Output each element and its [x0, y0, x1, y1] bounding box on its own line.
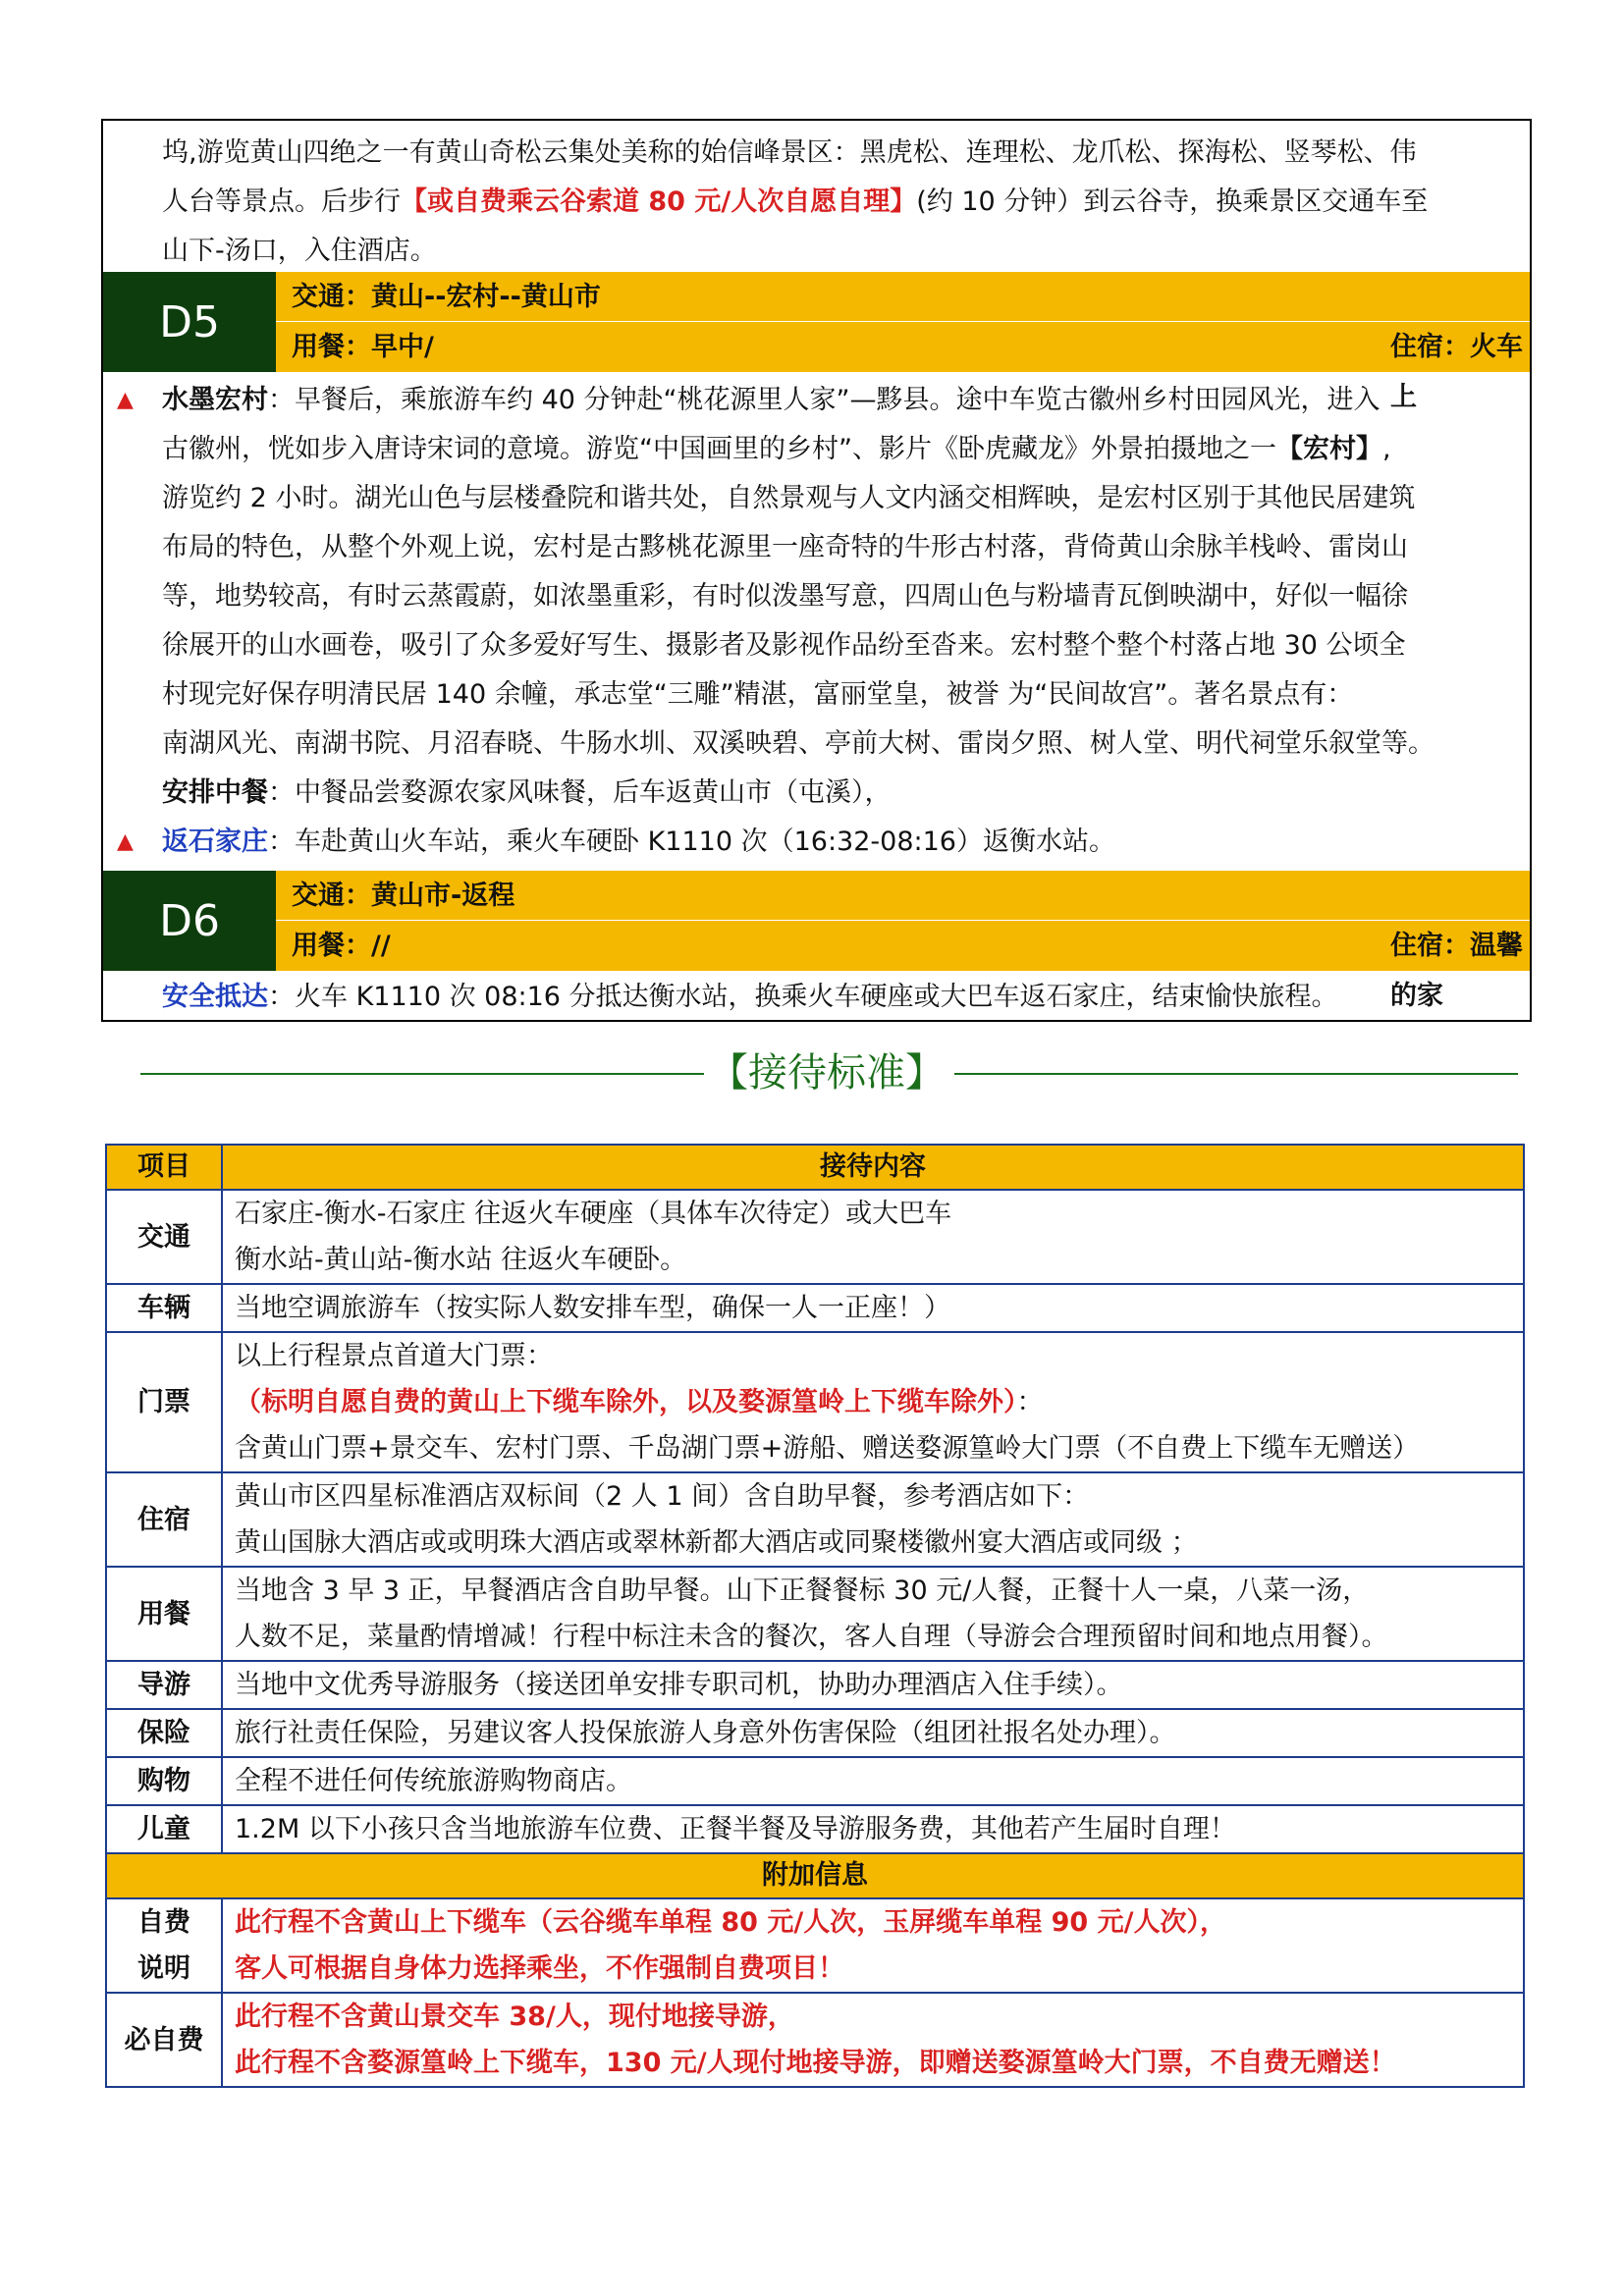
row-line: 当地含 3 早 3 正，早餐酒店含自助早餐。山下正餐餐标 30 元/人餐，正餐十人一桌，八菜一汤， — [235, 1575, 1370, 1606]
d5-line-2-text: 古徽州，恍如步入唐诗宋词的意境。游览“中国画里的乡村”、影片《卧虎藏龙》外景拍摄地之一 — [162, 434, 1276, 464]
row-key: 住宿 — [106, 1472, 222, 1567]
table-row — [106, 1661, 1524, 1709]
row-line — [235, 1379, 1511, 1425]
d5-line-4: 布局的特色，从整个外观上说，宏村是古黟桃花源里一座奇特的牛形古村落，背倚黄山余脉羊栈岭、雷岗山 — [162, 532, 1408, 562]
day-6-transport: 交通：黄山市-返程 — [276, 871, 1530, 921]
row-value — [222, 1898, 1524, 1993]
itinerary-box — [101, 119, 1532, 1022]
extra-info-header-row — [106, 1853, 1524, 1898]
day-6-meals: 用餐：// — [292, 931, 391, 961]
day-6-stay: 住宿：温馨的家 — [1390, 931, 1523, 1011]
lunch-title: 安排中餐 — [162, 777, 268, 808]
triangle-marker-icon: ▲ — [117, 388, 134, 412]
row-value — [222, 1993, 1524, 2087]
arrival-text: ：火车 K1110 次 08:16 分抵达衡水站，换乘火车硬座或大巴车返石家庄，结束愉快旅程。 — [268, 982, 1338, 1012]
d5-section-title: 水墨宏村 — [162, 385, 268, 415]
ticket-exclusion-note: （标明自愿自费的黄山上下缆车除外，以及婺源篁岭上下缆车除外） — [235, 1387, 1017, 1417]
row-value: 当地中文优秀导游服务（接送团单安排专职司机，协助办理酒店入住手续）。 — [222, 1661, 1524, 1709]
table-row — [106, 1805, 1524, 1853]
header-content: 接待内容 — [222, 1145, 1524, 1190]
d5-lunch — [162, 769, 892, 818]
row-key: 必自费 — [106, 1993, 222, 2087]
table-row — [106, 1757, 1524, 1805]
reception-standards-table — [105, 1144, 1525, 2088]
row-key: 导游 — [106, 1661, 222, 1709]
table-header-row — [106, 1145, 1524, 1190]
row-key: 购物 — [106, 1757, 222, 1805]
d5-line-6: 徐展开的山水画卷，吸引了众多爱好写生、摄影者及影视作品纷至沓来。宏村整个整个村落占地 30 公顷全 — [162, 630, 1406, 661]
d5-return — [162, 818, 1115, 867]
row-key: 保险 — [106, 1709, 222, 1757]
row-line: 人数不足，菜量酌情增减！行程中标注未含的餐次，客人自理（导游会合理预留时间和地点用餐）。 — [235, 1622, 1388, 1652]
cable-car-note: 【或自费乘云谷索道 80 元/人次自愿自理】 — [401, 187, 917, 217]
row-line: 石家庄-衡水-石家庄 往返火车硬座（具体车次待定）或大巴车 — [235, 1199, 952, 1229]
intro-line-3: 山下-汤口，入住酒店。 — [162, 236, 437, 266]
extra-info-header: 附加信息 — [106, 1853, 1524, 1898]
row-key — [106, 1898, 222, 1993]
row-key-line: 自费 — [137, 1907, 190, 1938]
row-value: 1.2M 以下小孩只含当地旅游车位费、正餐半餐及导游服务费，其他若产生届时自理！ — [222, 1805, 1524, 1853]
d5-line-1 — [162, 376, 1380, 425]
table-row — [106, 1567, 1524, 1661]
table-row — [106, 1332, 1524, 1472]
row-value — [222, 1190, 1524, 1284]
row-key: 车辆 — [106, 1284, 222, 1332]
header-item: 项目 — [106, 1145, 222, 1190]
row-value: 旅行社责任保险，另建议客人投保旅游人身意外伤害保险（组团社报名处办理）。 — [222, 1709, 1524, 1757]
intro-line-2 — [162, 178, 1428, 227]
row-value — [222, 1332, 1524, 1472]
row-line: 此行程不含黄山上下缆车（云谷缆车单程 80 元/人次，玉屏缆车单程 90 元/人次）， — [235, 1907, 1226, 1938]
lunch-text: ：中餐品尝婺源农家风味餐，后车返黄山市（屯溪）， — [268, 777, 892, 808]
row-key: 用餐 — [106, 1567, 222, 1661]
return-title: 返石家庄 — [162, 827, 268, 857]
hongcun-highlight: 【宏村】 — [1275, 434, 1382, 464]
table-row — [106, 1472, 1524, 1567]
day-5-label: D5 — [103, 272, 276, 372]
intro-line-1: 坞,游览黄山四绝之一有黄山奇松云集处美称的始信峰景区：黑虎松、连理松、龙爪松、探海松、竖琴松、伟 — [162, 137, 1417, 168]
table-row — [106, 1284, 1524, 1332]
day-5-transport: 交通：黄山--宏村--黄山市 — [276, 272, 1530, 322]
row-value — [222, 1472, 1524, 1567]
row-line: 此行程不含婺源篁岭上下缆车，130 元/人现付地接导游，即赠送婺源篁岭大门票，不自费无赠送！ — [235, 2048, 1396, 2078]
row-key: 交通 — [106, 1190, 222, 1284]
row-line: 衡水站-黄山站-衡水站 往返火车硬卧。 — [235, 1245, 687, 1275]
row-key: 儿童 — [106, 1805, 222, 1853]
d5-line-1-text: ：早餐后，乘旅游车约 40 分钟赴“桃花源里人家”—黟县。途中车览古徽州乡村田园风光，进入 — [268, 385, 1380, 415]
return-text: ：车赴黄山火车站，乘火车硬卧 K1110 次（16:32-08:16）返衡水站。 — [268, 827, 1115, 857]
row-line-end: ： — [1016, 1387, 1044, 1417]
row-value — [222, 1567, 1524, 1661]
row-key: 门票 — [106, 1332, 222, 1472]
d6-arrival — [162, 973, 1338, 1022]
row-value: 当地空调旅游车（按实际人数安排车型，确保一人一正座！） — [222, 1284, 1524, 1332]
d5-line-8: 南湖风光、南湖书院、月沼春晓、牛肠水圳、双溪映碧、亭前大树、雷岗夕照、树人堂、明代祠堂乐叙堂等。 — [162, 728, 1435, 759]
d5-line-2-end: , — [1381, 434, 1391, 464]
row-line: 黄山市区四星标准酒店双标间（2 人 1 间）含自助早餐，参考酒店如下： — [235, 1481, 1090, 1512]
row-line: 以上行程景点首道大门票： — [235, 1341, 553, 1371]
day-5-meals: 用餐：早中/ — [292, 332, 434, 362]
d5-line-3: 游览约 2 小时。湖光山色与层楼叠院和谐共处，自然景观与人文内涵交相辉映，是宏村区别于其他民居建筑 — [162, 483, 1416, 513]
divider-right — [954, 1073, 1518, 1075]
table-row — [106, 1993, 1524, 2087]
arrival-title: 安全抵达 — [162, 982, 268, 1012]
day-6-label: D6 — [103, 871, 276, 971]
d5-line-5: 等，地势较高，有时云蒸霞蔚，如浓墨重彩，有时似泼墨写意，四周山色与粉墙青瓦倒映湖中，好似一幅徐 — [162, 581, 1408, 612]
day-5-stay: 住宿：火车上 — [1390, 332, 1523, 412]
row-value: 全程不进任何传统旅游购物商店。 — [222, 1757, 1524, 1805]
row-line: 客人可根据自身体力选择乘坐，不作强制自费项目！ — [235, 1953, 844, 1984]
row-line: 含黄山门票+景交车、宏村门票、千岛湖门票+游船、赠送婺源篁岭大门票（不自费上下缆车无赠送） — [235, 1433, 1420, 1464]
d5-line-7: 村现完好保存明清民居 140 余幢，承志堂“三雕”精湛，富丽堂皇，被誉 为“民间故宫”。著名景点有： — [162, 679, 1354, 710]
table-row — [106, 1709, 1524, 1757]
divider-left — [140, 1073, 704, 1075]
row-line: 此行程不含黄山景交车 38/人，现付地接导游， — [235, 2002, 794, 2032]
row-line: 黄山国脉大酒店或或明珠大酒店或翠林新都大酒店或同聚楼徽州宴大酒店或同级 ； — [235, 1527, 1198, 1558]
table-row — [106, 1898, 1524, 1993]
section-title: 【接待标准】 — [709, 1050, 945, 1095]
triangle-marker-icon: ▲ — [117, 829, 134, 854]
intro-text: 人台等景点。后步行 — [162, 187, 401, 217]
table-row — [106, 1190, 1524, 1284]
d5-line-2 — [162, 425, 1391, 474]
section-title-bar — [0, 1043, 1624, 1102]
intro-text-tail: (约 10 分钟）到云谷寺，换乘景区交通车至 — [916, 187, 1429, 217]
row-key-line: 说明 — [137, 1953, 190, 1984]
